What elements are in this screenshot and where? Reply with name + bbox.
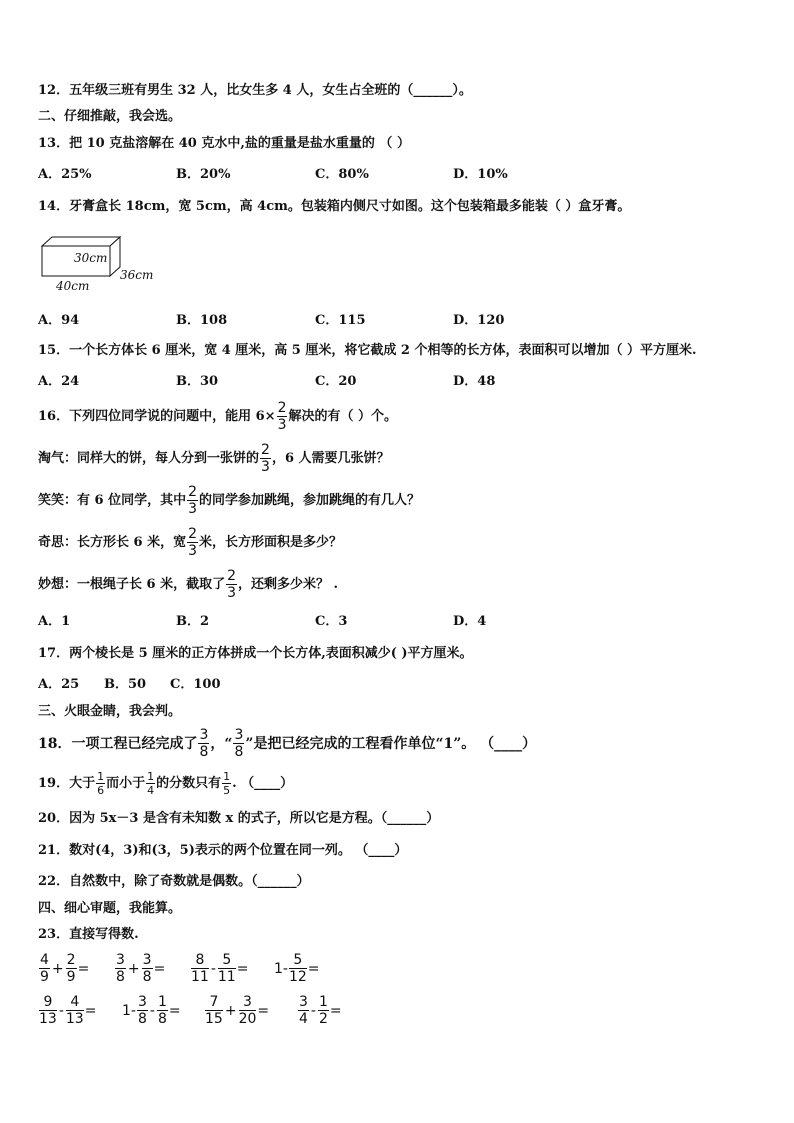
calc-item: 1- $\frac{5}{12}$ = [274,952,320,985]
q16-statement-d: 妙想：一根绳子长 6 米，截取了 $\frac{2}{3}$ ，还剩多少米？ . [38,568,339,601]
q16-option-d: D．4 [453,614,487,629]
q14-label-36cm: 36cm [120,268,154,282]
q14-option-b: B．108 [176,313,228,328]
calc-fraction: $\frac{1}{2}$ [318,994,328,1027]
q20-text: 20．因为 5x－3 是含有未知数 x 的式子，所以它是方程。（______） [38,811,440,826]
q16-d-fraction: $\frac{2}{3}$ [227,568,237,601]
q15-text: 15．一个长方体长 6 厘米，宽 4 厘米，高 5 厘米，将它截成 2 个相等的长方体，表面积可以增加（ ）平方厘米. [38,343,697,358]
q17-text: 17．两个棱长是 5 厘米的正方体拼成一个长方体,表面积减少( )平方厘米。 [38,646,473,661]
calc-fraction: $\frac{7}{15}$ [205,994,223,1027]
calc-fraction: $\frac{2}{9}$ [66,952,76,985]
q18-fraction-2: $\frac{3}{8}$ [234,727,244,760]
calc-fraction: $\frac{4}{13}$ [65,994,84,1027]
q13-option-d: D．10% [453,167,508,182]
q19-fraction-1: $\frac{1}{6}$ [97,770,105,797]
q17-option-c: C．100 [170,677,221,692]
q19-fraction-3: $\frac{1}{5}$ [223,770,231,797]
calc-fraction: $\frac{9}{13}$ [39,994,57,1027]
calc-item: $\frac{4}{9}$ + $\frac{2}{9}$ = [40,952,90,985]
q14-label-30cm: 30cm [74,251,108,265]
calc-fraction: $\frac{4}{9}$ [40,952,49,985]
q16-pre: 16．下列四位同学说的问题中，能用 6× [38,408,276,424]
q16-statement-a: 淘气：同样大的饼，每人分到一张饼的 $\frac{2}{3}$ ，6 人需要几张饼？ [38,442,390,475]
q21-text: 21．数对(4，3)和(3，5)表示的两个位置在同一列。 （____） [38,843,408,858]
q14-label-40cm: 40cm [56,279,90,293]
q18-text: 18．一项工程已经完成了 $\frac{3}{8}$ ，“ $\frac{3}{8}$ ”是把已经完成的工程看作单位“1”。 （____） [38,727,537,760]
q14-option-d: D．120 [453,313,505,328]
q16-option-c: C．3 [315,614,348,629]
q16-option-b: B．2 [176,614,210,629]
q16-fraction: $\frac{2}{3}$ [277,400,287,433]
section-4-heading: 四、细心审题，我能算。 [38,901,182,916]
q19-text: 19．大于 $\frac{1}{6}$ 而小于 $\frac{1}{4}$ 的分数只有 $\frac{1}{5}$ . （____） [38,770,294,797]
q15-option-b: B．30 [176,374,219,389]
q13-text: 13．把 10 克盐溶解在 40 克水中,盐的重量是盐水重量的 （ ） [38,136,410,151]
section-2-heading: 二、仔细推敲，我会选。 [38,109,182,124]
q17-option-a: A．25 [38,677,80,692]
q12-text: 12．五年级三班有男生 32 人，比女生多 4 人，女生占全班的（______）。 [38,83,472,98]
calc-fraction: $\frac{5}{12}$ [288,952,307,985]
calc-fraction: $\frac{3}{8}$ [142,952,152,985]
q16-statement-b: 笑笑：有 6 位同学，其中 $\frac{2}{3}$ 的同学参加跳绳，参加跳绳的有几人？ [38,484,421,517]
calc-item: $\frac{3}{4}$ - $\frac{1}{2}$ = [299,994,342,1027]
calc-fraction: $\frac{3}{4}$ [299,994,308,1027]
q13-option-a: A．25% [38,167,92,182]
q16-c-fraction: $\frac{2}{3}$ [188,526,198,559]
calc-item: $\frac{9}{13}$ - $\frac{4}{13}$ = [39,994,97,1027]
q14-box-figure [38,232,158,294]
calc-fraction: $\frac{3}{20}$ [238,994,257,1027]
q16-a-fraction: $\frac{2}{3}$ [261,442,270,475]
q13-option-c: C．80% [315,167,369,182]
calc-item: 1- $\frac{3}{8}$ - $\frac{1}{8}$ = [122,994,181,1027]
section-3-heading: 三、火眼金睛，我会判。 [38,704,182,719]
calc-fraction: $\frac{5}{11}$ [217,952,236,985]
calc-item: $\frac{7}{15}$ + $\frac{3}{20}$ = [205,994,270,1027]
q16-text [38,401,397,432]
calc-fraction: $\frac{3}{8}$ [116,952,125,985]
q15-option-c: C．20 [315,374,357,389]
q16-post: 解决的有（ ）个。 [288,408,398,424]
q19-fraction-2: $\frac{1}{4}$ [147,770,155,797]
q18-fraction-1: $\frac{3}{8}$ [199,727,209,760]
q16-option-a: A．1 [38,614,71,629]
calc-fraction: $\frac{3}{8}$ [137,994,147,1027]
q16-statement-c: 奇思：长方形长 6 米，宽 $\frac{2}{3}$ 米，长方形面积是多少？ [38,526,343,559]
q14-option-a: A．94 [38,313,80,328]
calc-fraction: $\frac{8}{11}$ [191,952,209,985]
q15-option-d: D．48 [453,374,496,389]
calc-item: $\frac{3}{8}$ + $\frac{3}{8}$ = [116,952,166,985]
q14-text: 14．牙膏盒长 18cm，宽 5cm，高 4cm。包装箱内侧尺寸如图。这个包装箱最多能装（ ）盒牙膏。 [38,199,631,214]
calc-fraction: $\frac{1}{8}$ [157,994,167,1027]
q23-text: 23．直接写得数. [38,927,139,942]
q13-option-b: B．20% [176,167,231,182]
calc-item: $\frac{8}{11}$ - $\frac{5}{11}$ = [191,952,249,985]
q17-option-b: B．50 [104,677,147,692]
q14-option-c: C．115 [315,313,366,328]
q15-option-a: A．24 [38,374,80,389]
q16-b-fraction: $\frac{2}{3}$ [188,484,198,517]
q22-text: 22．自然数中，除了奇数就是偶数。（______） [38,874,310,889]
